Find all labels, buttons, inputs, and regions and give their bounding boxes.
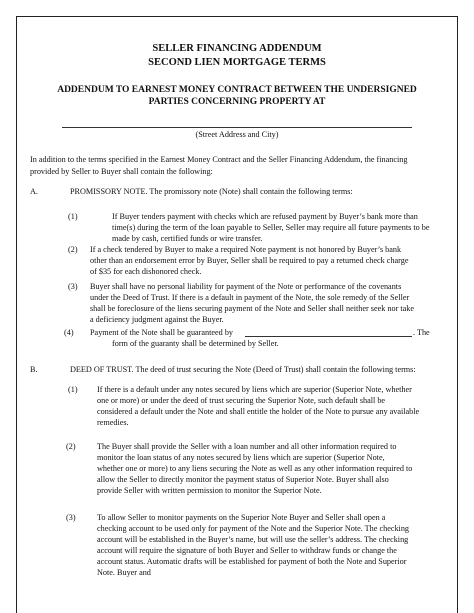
item-a2-line: of $35 for each dishonored check. xyxy=(90,267,202,276)
item-b1-line: If there is a default under any notes secured by liens which are superior (Superior Note, whether xyxy=(97,385,412,394)
guarantor-blank-line[interactable] xyxy=(245,336,412,337)
item-b3-line: To allow Seller to monitor payments on the Superior Note Buyer and Seller shall open a xyxy=(97,513,386,522)
item-a4-line: form of the guaranty shall be determined by Seller. xyxy=(112,339,279,348)
item-b3-number: (3) xyxy=(66,513,76,522)
item-a2-line: If a check tendered by Buyer to make a required Note payment is not honored by Buyer’s bank xyxy=(90,245,402,254)
item-a1-line: made by cash, certified funds or wire transfer. xyxy=(112,234,263,243)
item-a2-line: other than an endorsement error by Buyer, Seller shall be required to pay a returned check charge xyxy=(90,256,409,265)
item-b2-number: (2) xyxy=(66,442,76,451)
item-a4-line: Payment of the Note shall be guaranteed by xyxy=(90,328,234,337)
item-b3-line: account will be established in the Buyer’s name, but will use the seller’s address. The checking xyxy=(97,535,409,544)
item-b2-line: The Buyer shall provide the Seller with a loan number and all other information required to xyxy=(97,442,397,451)
addendum-heading-line1: ADDENDUM TO EARNEST MONEY CONTRACT BETWEEN THE UNDERSIGNED xyxy=(57,85,417,95)
item-a4-tail: . The xyxy=(413,328,430,337)
document-title-line1: SELLER FINANCING ADDENDUM xyxy=(152,43,322,54)
intro-line1: In addition to the terms specified in the Earnest Money Contract and the Seller Financing Addendum, the financing xyxy=(30,155,408,164)
section-a-heading: PROMISSORY NOTE. The promissory note (Note) shall contain the following terms: xyxy=(70,187,353,196)
item-b3-line: account will require the signature of both Buyer and Seller to withdraw funds or change the xyxy=(97,546,397,555)
item-a3-line: a deficiency judgment against the Buyer. xyxy=(90,315,224,324)
item-b1-line: considered a default under the Note and shall entitle the holder of the Note to pursue any available xyxy=(97,407,420,416)
item-b3-line: checking account to be used only for payment of the Note and the Superior Note. The checking xyxy=(97,524,410,533)
item-a3-line: Buyer shall have no personal liability for payment of the Note or performance of the covenants xyxy=(90,282,402,291)
item-a1-line: If Buyer tenders payment with checks which are refused payment by Buyer’s bank more than xyxy=(112,212,418,221)
item-b1-line: remedies. xyxy=(97,418,129,427)
item-b2-line: whether one or more) to any liens securing the Note as well as any other information required to xyxy=(97,464,413,473)
address-blank-line[interactable] xyxy=(62,127,412,128)
item-a1-line: time(s) during the term of the loan payable to Seller, Seller may require all future payments to be xyxy=(112,223,430,232)
item-b3-line: account status. Automatic drafts will be established for payment of both the Note and Superior xyxy=(97,557,407,566)
item-a3-line: under the Deed of Trust. If there is a default in payment of the Note, the sole remedy of the Seller xyxy=(90,293,410,302)
item-a4-number: (4) xyxy=(64,328,74,337)
document-title-line2: SECOND LIEN MORTGAGE TERMS xyxy=(148,57,326,68)
item-b1-number: (1) xyxy=(68,385,78,394)
intro-line2: provided by Seller to Buyer shall contain the following: xyxy=(30,167,213,176)
item-b2-line: monitor the loan status of any notes secured by liens which are superior (Superior Note, xyxy=(97,453,385,462)
section-b-letter: B. xyxy=(30,365,38,374)
item-a3-line: shall be foreclosure of the liens securing payment of the Note and Seller shall neither seek nor take xyxy=(90,304,414,313)
item-a1-number: (1) xyxy=(68,212,78,221)
section-b-heading: DEED OF TRUST. The deed of trust securing the Note (Deed of Trust) shall contain the following terms: xyxy=(70,365,416,374)
item-b2-line: provide Seller with written permission to monitor the Superior Note. xyxy=(97,486,322,495)
address-caption: (Street Address and City) xyxy=(195,130,279,139)
item-b1-line: one or more) or under the deed of trust securing the Superior Note, such default shall be xyxy=(97,396,386,405)
item-a3-number: (3) xyxy=(68,282,78,291)
item-a2-number: (2) xyxy=(68,245,78,254)
addendum-heading-line2: PARTIES CONCERNING PROPERTY AT xyxy=(148,97,326,107)
item-b2-line: allow the Seller to directly monitor the payment status of Superior Note. Buyer shall also xyxy=(97,475,389,484)
item-b3-line: Note. Buyer and xyxy=(97,568,151,577)
section-a-letter: A. xyxy=(30,187,38,196)
